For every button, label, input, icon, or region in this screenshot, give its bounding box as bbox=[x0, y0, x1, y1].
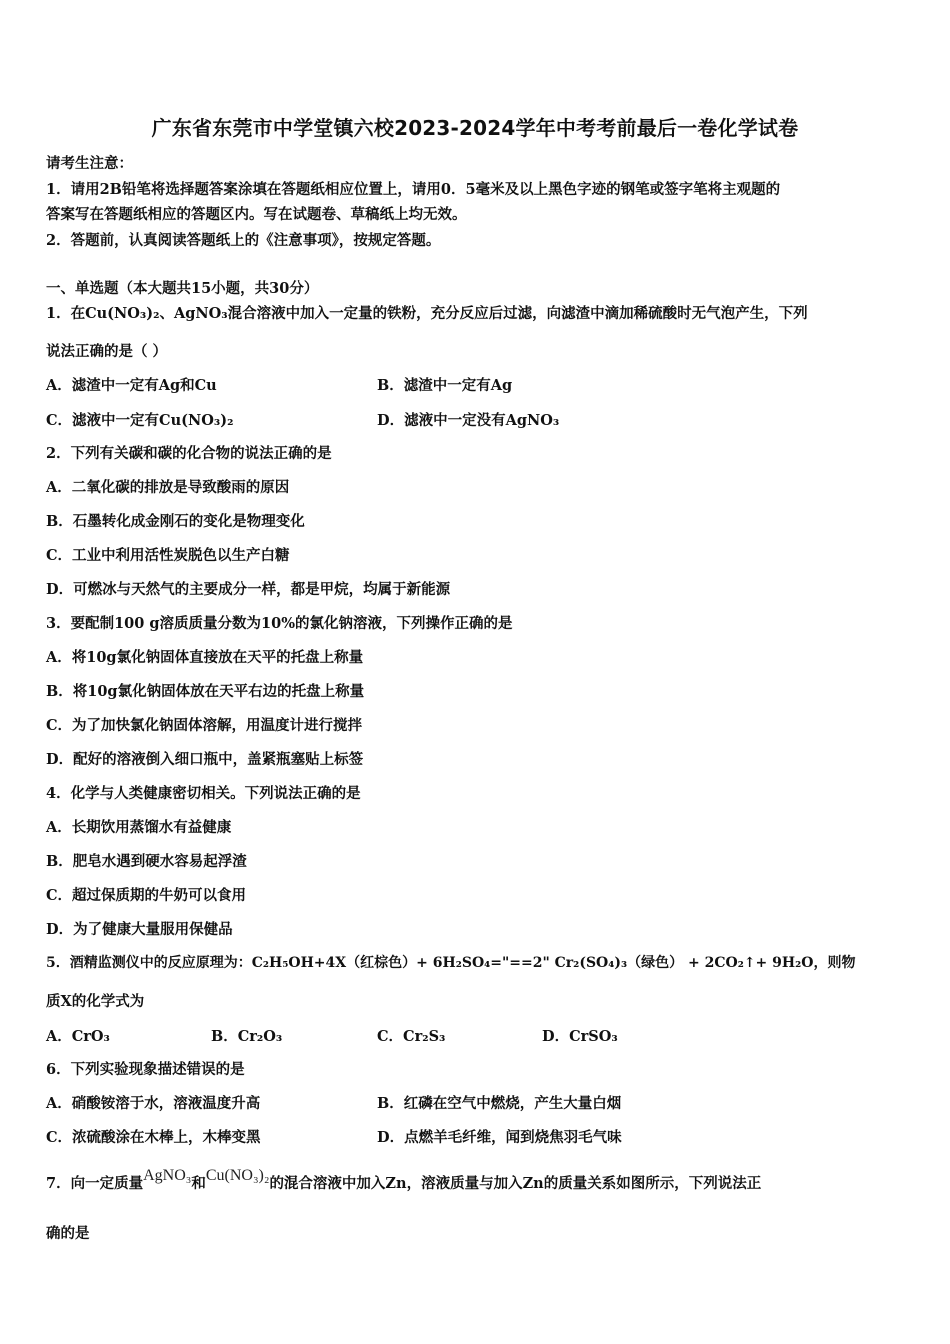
q3-stem: 3．要配制100 g溶质质量分数为10%的氯化钠溶液，下列操作正确的是 bbox=[46, 615, 513, 632]
notice-line-2: 2．答题前，认真阅读答题纸上的《注意事项》，按规定答题。 bbox=[46, 232, 441, 249]
q5-option-c: C．Cr₂S₃ bbox=[377, 1028, 446, 1045]
q7-stem-line-1 bbox=[46, 1167, 762, 1193]
q7-formula-agno3: AgNO₃ bbox=[143, 1167, 192, 1184]
q2-stem: 2．下列有关碳和碳的化合物的说法正确的是 bbox=[46, 445, 332, 462]
q4-option-b: B．肥皂水遇到硬水容易起浮渣 bbox=[46, 853, 247, 870]
q7-formula-cuno32: Cu(NO₃)₂ bbox=[205, 1167, 270, 1184]
q7-stem-mid: 和 bbox=[191, 1175, 206, 1192]
q1-option-b: B．滤渣中一定有Ag bbox=[377, 377, 513, 394]
q3-option-a: A．将10g氯化钠固体直接放在天平的托盘上称量 bbox=[46, 649, 364, 666]
q1-option-a: A．滤渣中一定有Ag和Cu bbox=[46, 377, 217, 394]
q5-option-b: B．Cr₂O₃ bbox=[211, 1028, 283, 1045]
q6-option-a: A．硝酸铵溶于水，溶液温度升高 bbox=[46, 1095, 261, 1112]
q6-option-b: B．红磷在空气中燃烧，产生大量白烟 bbox=[377, 1095, 622, 1112]
q6-option-d: D．点燃羊毛纤维，闻到烧焦羽毛气味 bbox=[377, 1129, 622, 1146]
section-heading: 一、单选题（本大题共15小题，共30分） bbox=[46, 280, 319, 297]
page-title: 广东省东莞市中学堂镇六校2023-2024学年中考考前最后一卷化学试卷 bbox=[151, 116, 799, 140]
notice-line-1a: 1．请用2B铅笔将选择题答案涂填在答题纸相应位置上，请用0．5毫米及以上黑色字迹的钢笔或签字笔将主观题的 bbox=[46, 181, 781, 198]
q2-option-a: A．二氧化碳的排放是导致酸雨的原因 bbox=[46, 479, 290, 496]
q5-stem-line-2: 质X的化学式为 bbox=[46, 993, 145, 1010]
q6-stem: 6．下列实验现象描述错误的是 bbox=[46, 1061, 245, 1078]
q4-stem: 4．化学与人类健康密切相关。下列说法正确的是 bbox=[46, 785, 361, 802]
q5-option-a: A．CrO₃ bbox=[46, 1028, 110, 1045]
q2-option-c: C．工业中利用活性炭脱色以生产白糖 bbox=[46, 547, 290, 564]
q4-option-d: D．为了健康大量服用保健品 bbox=[46, 921, 233, 938]
q1-option-c: C．滤液中一定有Cu(NO₃)₂ bbox=[46, 412, 234, 429]
q4-option-a: A．长期饮用蒸馏水有益健康 bbox=[46, 819, 232, 836]
q2-option-b: B．石墨转化成金刚石的变化是物理变化 bbox=[46, 513, 305, 530]
q7-stem-prefix: 7．向一定质量 bbox=[46, 1175, 144, 1192]
q7-stem-suffix: 的混合溶液中加入Zn，溶液质量与加入Zn的质量关系如图所示，下列说法正 bbox=[269, 1175, 762, 1192]
q3-option-b: B．将10g氯化钠固体放在天平右边的托盘上称量 bbox=[46, 683, 365, 700]
q2-option-d: D．可燃冰与天然气的主要成分一样，都是甲烷，均属于新能源 bbox=[46, 581, 451, 598]
q3-option-c: C．为了加快氯化钠固体溶解，用温度计进行搅拌 bbox=[46, 717, 363, 734]
q1-option-d: D．滤液中一定没有AgNO₃ bbox=[377, 412, 560, 429]
q1-stem-line-1: 1．在Cu(NO₃)₂、AgNO₃混合溶液中加入一定量的铁粉，充分反应后过滤，向滤渣中滴加稀硫酸时无气泡产生，下列 bbox=[46, 305, 808, 322]
notice-heading: 请考生注意： bbox=[46, 155, 133, 172]
q4-option-c: C．超过保质期的牛奶可以食用 bbox=[46, 887, 247, 904]
q1-stem-line-2: 说法正确的是（ ） bbox=[46, 343, 168, 360]
q3-option-d: D．配好的溶液倒入细口瓶中，盖紧瓶塞贴上标签 bbox=[46, 751, 364, 768]
q5-option-d: D．CrSO₃ bbox=[542, 1028, 618, 1045]
q7-stem-line-2: 确的是 bbox=[46, 1225, 90, 1242]
q6-option-c: C．浓硫酸涂在木棒上，木棒变黑 bbox=[46, 1129, 261, 1146]
notice-line-1b: 答案写在答题纸相应的答题区内。写在试题卷、草稿纸上均无效。 bbox=[46, 206, 467, 223]
q5-stem-line-1: 5．酒精监测仪中的反应原理为：C₂H₅OH+4X（红棕色）+ 6H₂SO₄="==2" Cr₂(SO₄)₃（绿色） + 2CO₂↑+ 9H₂O，则物 bbox=[46, 955, 856, 971]
